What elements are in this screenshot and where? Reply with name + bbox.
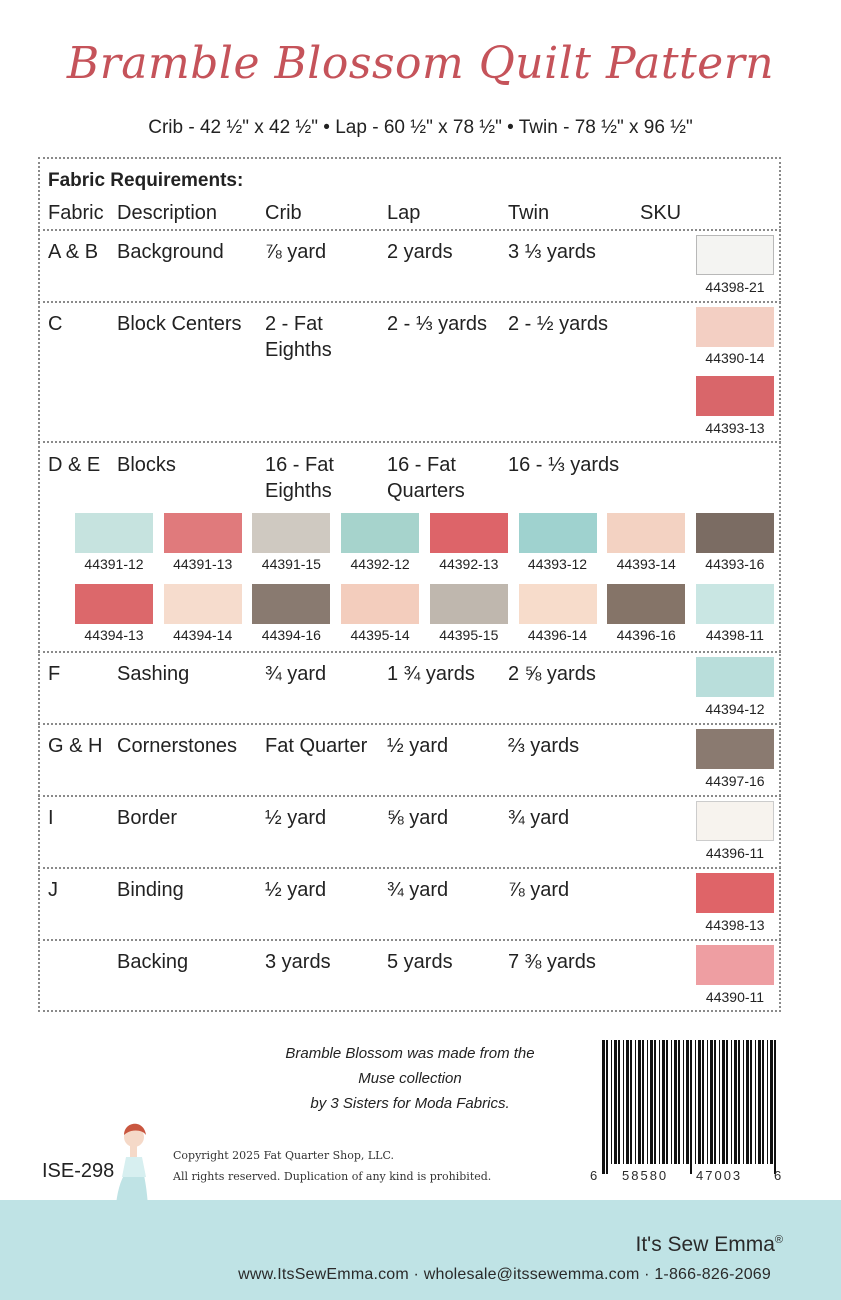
barcode-bar (650, 1040, 653, 1164)
barcode-bar (738, 1040, 740, 1164)
fabric-swatch (696, 513, 774, 553)
fabric-swatch (696, 801, 774, 841)
row-divider (38, 723, 781, 725)
row-fabric: G & H (48, 735, 103, 757)
barcode-bar (630, 1040, 632, 1164)
row-fabric: I (48, 807, 54, 829)
barcode-bar (710, 1040, 713, 1164)
barcode-bar (683, 1040, 684, 1164)
row-lap: 2 yards (387, 241, 453, 263)
row-divider (38, 301, 781, 303)
row-divider (38, 441, 781, 443)
barcode-digit: 6 (774, 1168, 782, 1183)
barcode-bar (606, 1040, 608, 1174)
barcode-bar (722, 1040, 725, 1164)
credit-line: by 3 Sisters for Moda Fabrics. (310, 1095, 510, 1112)
row-twin: 16 - ⅓ yards (508, 454, 620, 476)
row-crib: ¾ yard (265, 663, 327, 685)
row-fabric: F (48, 663, 61, 685)
header-twin: Twin (508, 202, 550, 224)
row-twin: 7 ⅜ yards (508, 951, 596, 973)
row-crib: 16 - Fat Eighths (265, 454, 334, 502)
barcode-bar (770, 1040, 773, 1164)
sku-label: 44391-12 (84, 556, 144, 572)
barcode-bar (750, 1040, 752, 1164)
barcode-bar (602, 1040, 605, 1174)
row-lap: ⅝ yard (387, 807, 449, 829)
row-divider (38, 229, 781, 231)
header-description: Description (117, 202, 218, 224)
row-divider (38, 867, 781, 869)
row-lap: 16 - Fat Quarters (387, 454, 465, 502)
row-lap: ¾ yard (387, 879, 449, 901)
barcode-bar (698, 1040, 701, 1164)
header-fabric: Fabric (48, 202, 104, 224)
fabric-swatch (164, 584, 242, 624)
row-divider (38, 939, 781, 941)
fabric-swatch (696, 307, 774, 347)
barcode-bar (726, 1040, 728, 1164)
barcode-bar (674, 1040, 677, 1164)
row-fabric: D & E (48, 454, 101, 476)
barcode-bar (767, 1040, 768, 1164)
row-twin: ⅔ yards (508, 735, 580, 757)
barcode-bar (731, 1040, 732, 1164)
barcode-bar (695, 1040, 696, 1164)
fabric-swatch (252, 584, 330, 624)
sku-label: 44394-13 (84, 627, 144, 643)
registered-mark: ® (774, 1234, 783, 1246)
barcode-bar (611, 1040, 612, 1164)
sku-label: 44398-13 (705, 917, 765, 933)
header-crib: Crib (265, 202, 302, 224)
row-crib: ⅞ yard (265, 241, 327, 263)
row-description: Background (117, 241, 224, 263)
sku-label: 44391-15 (261, 556, 321, 572)
sku-label: 44392-13 (439, 556, 499, 572)
sku-label: 44394-12 (705, 701, 765, 717)
barcode-bar (678, 1040, 680, 1164)
fabric-swatch (430, 584, 508, 624)
row-divider (38, 795, 781, 797)
row-twin: 2 ⅝ yards (508, 663, 596, 685)
fabric-swatch (75, 513, 153, 553)
header-sku: SKU (640, 202, 682, 224)
barcode-bar (762, 1040, 764, 1164)
barcode-bar (690, 1040, 692, 1174)
contact-line: www.ItsSewEmma.com · wholesale@itssewemma.com · 1-866-826-2069 (238, 1266, 771, 1283)
fabric-swatch (519, 513, 597, 553)
barcode-bar (746, 1040, 749, 1164)
fabric-swatch (519, 584, 597, 624)
barcode-digits: 47003 (696, 1168, 743, 1183)
fabric-swatch (164, 513, 242, 553)
fabric-swatch (696, 729, 774, 769)
barcode-bar (662, 1040, 665, 1164)
sku-label: 44391-13 (173, 556, 233, 572)
row-twin: ¾ yard (508, 807, 570, 829)
header-lap: Lap (387, 202, 421, 224)
row-crib: ½ yard (265, 879, 327, 901)
barcode-bar (647, 1040, 648, 1164)
barcode-bar (618, 1040, 620, 1164)
barcode-digit: 6 (590, 1168, 598, 1183)
row-lap: 5 yards (387, 951, 453, 973)
barcode-bar (702, 1040, 704, 1164)
barcode-bar (659, 1040, 660, 1164)
fabric-swatch (607, 584, 685, 624)
barcode-bar (614, 1040, 617, 1164)
page-title: Bramble Blossom Quilt Pattern (66, 38, 775, 89)
fabric-swatch (696, 376, 774, 416)
sku-label: 44390-11 (705, 989, 765, 1005)
row-fabric: J (48, 879, 58, 901)
barcode-bar (635, 1040, 636, 1164)
row-fabric: A & B (48, 241, 99, 263)
fabric-swatch (696, 235, 774, 275)
row-lap: 1 ¾ yards (387, 663, 475, 685)
sku-label: 44390-14 (705, 350, 765, 366)
brand-name (636, 1233, 783, 1257)
barcode-bar (719, 1040, 720, 1164)
row-description: Block Centers (117, 313, 242, 335)
sku-label: 44398-21 (705, 279, 765, 295)
credit-line: Bramble Blossom was made from the (285, 1045, 535, 1062)
barcode-bar (707, 1040, 708, 1164)
brand-label: It's Sew Emma (635, 1233, 775, 1256)
barcode-bar (714, 1040, 716, 1164)
sku-label: 44395-14 (350, 627, 410, 643)
barcode-bar (758, 1040, 761, 1164)
barcode-bar (626, 1040, 629, 1164)
row-lap: ½ yard (387, 735, 449, 757)
sku-label: 44394-14 (173, 627, 233, 643)
fabric-swatch (252, 513, 330, 553)
sku-label: 44395-15 (439, 627, 499, 643)
row-description: Blocks (117, 454, 176, 476)
row-description: Backing (117, 951, 189, 973)
quilt-sizes: Crib - 42 ½" x 42 ½" • Lap - 60 ½" x 78 ½" • Twin - 78 ½" x 96 ½" (148, 117, 693, 138)
barcode-bar (638, 1040, 641, 1164)
row-crib: 2 - Fat Eighths (265, 313, 332, 361)
barcode-bar (666, 1040, 668, 1164)
sku-label: 44393-14 (616, 556, 676, 572)
fabric-swatch (696, 873, 774, 913)
barcode-digits: 58580 (622, 1168, 669, 1183)
barcode-bar (623, 1040, 624, 1164)
barcode-bar (774, 1040, 776, 1174)
row-description: Sashing (117, 663, 190, 685)
sku-label: 44393-16 (705, 556, 765, 572)
barcode-bar (755, 1040, 756, 1164)
collection-credit (225, 1041, 595, 1116)
barcode-bar (743, 1040, 744, 1164)
sku-label: 44398-11 (705, 627, 764, 643)
sku-label: 44392-12 (350, 556, 410, 572)
barcode-bar (654, 1040, 656, 1164)
table-heading: Fabric Requirements: (48, 170, 244, 191)
fabric-swatch (341, 513, 419, 553)
credit-line: Muse collection (358, 1070, 462, 1087)
sku-label: 44394-16 (261, 627, 321, 643)
barcode-bar (671, 1040, 672, 1164)
row-twin: 3 ⅓ yards (508, 241, 596, 263)
sku-label: 44396-16 (616, 627, 676, 643)
row-lap: 2 - ⅓ yards (387, 313, 488, 335)
fabric-swatch (696, 945, 774, 985)
barcode-bar (686, 1040, 689, 1164)
row-crib: ½ yard (265, 807, 327, 829)
sku-label: 44397-16 (705, 773, 765, 789)
copyright-line: All rights reserved. Duplication of any kind is prohibited. (173, 1170, 492, 1183)
pattern-number: ISE-298 (42, 1160, 115, 1182)
fabric-swatch (696, 584, 774, 624)
sku-label: 44396-14 (527, 627, 588, 643)
fabric-swatch (341, 584, 419, 624)
barcode-bars (588, 1040, 788, 1190)
barcode (588, 1040, 788, 1190)
barcode-bar (734, 1040, 737, 1164)
sku-label: 44393-13 (705, 420, 765, 436)
sku-label: 44396-11 (705, 845, 765, 861)
row-divider (38, 651, 781, 653)
sku-label: 44393-12 (527, 556, 588, 572)
row-description: Cornerstones (117, 735, 238, 757)
row-twin: ⅞ yard (508, 879, 570, 901)
fabric-swatch (430, 513, 508, 553)
fabric-swatch (75, 584, 153, 624)
barcode-bar (642, 1040, 644, 1164)
fabric-swatch (607, 513, 685, 553)
row-crib: 3 yards (265, 951, 331, 973)
row-fabric: C (48, 313, 63, 335)
copyright-line: Copyright 2025 Fat Quarter Shop, LLC. (173, 1149, 394, 1162)
row-crib: Fat Quarter (265, 735, 368, 757)
row-twin: 2 - ½ yards (508, 313, 609, 335)
row-description: Binding (117, 879, 184, 901)
row-description: Border (117, 807, 178, 829)
fabric-swatch (696, 657, 774, 697)
